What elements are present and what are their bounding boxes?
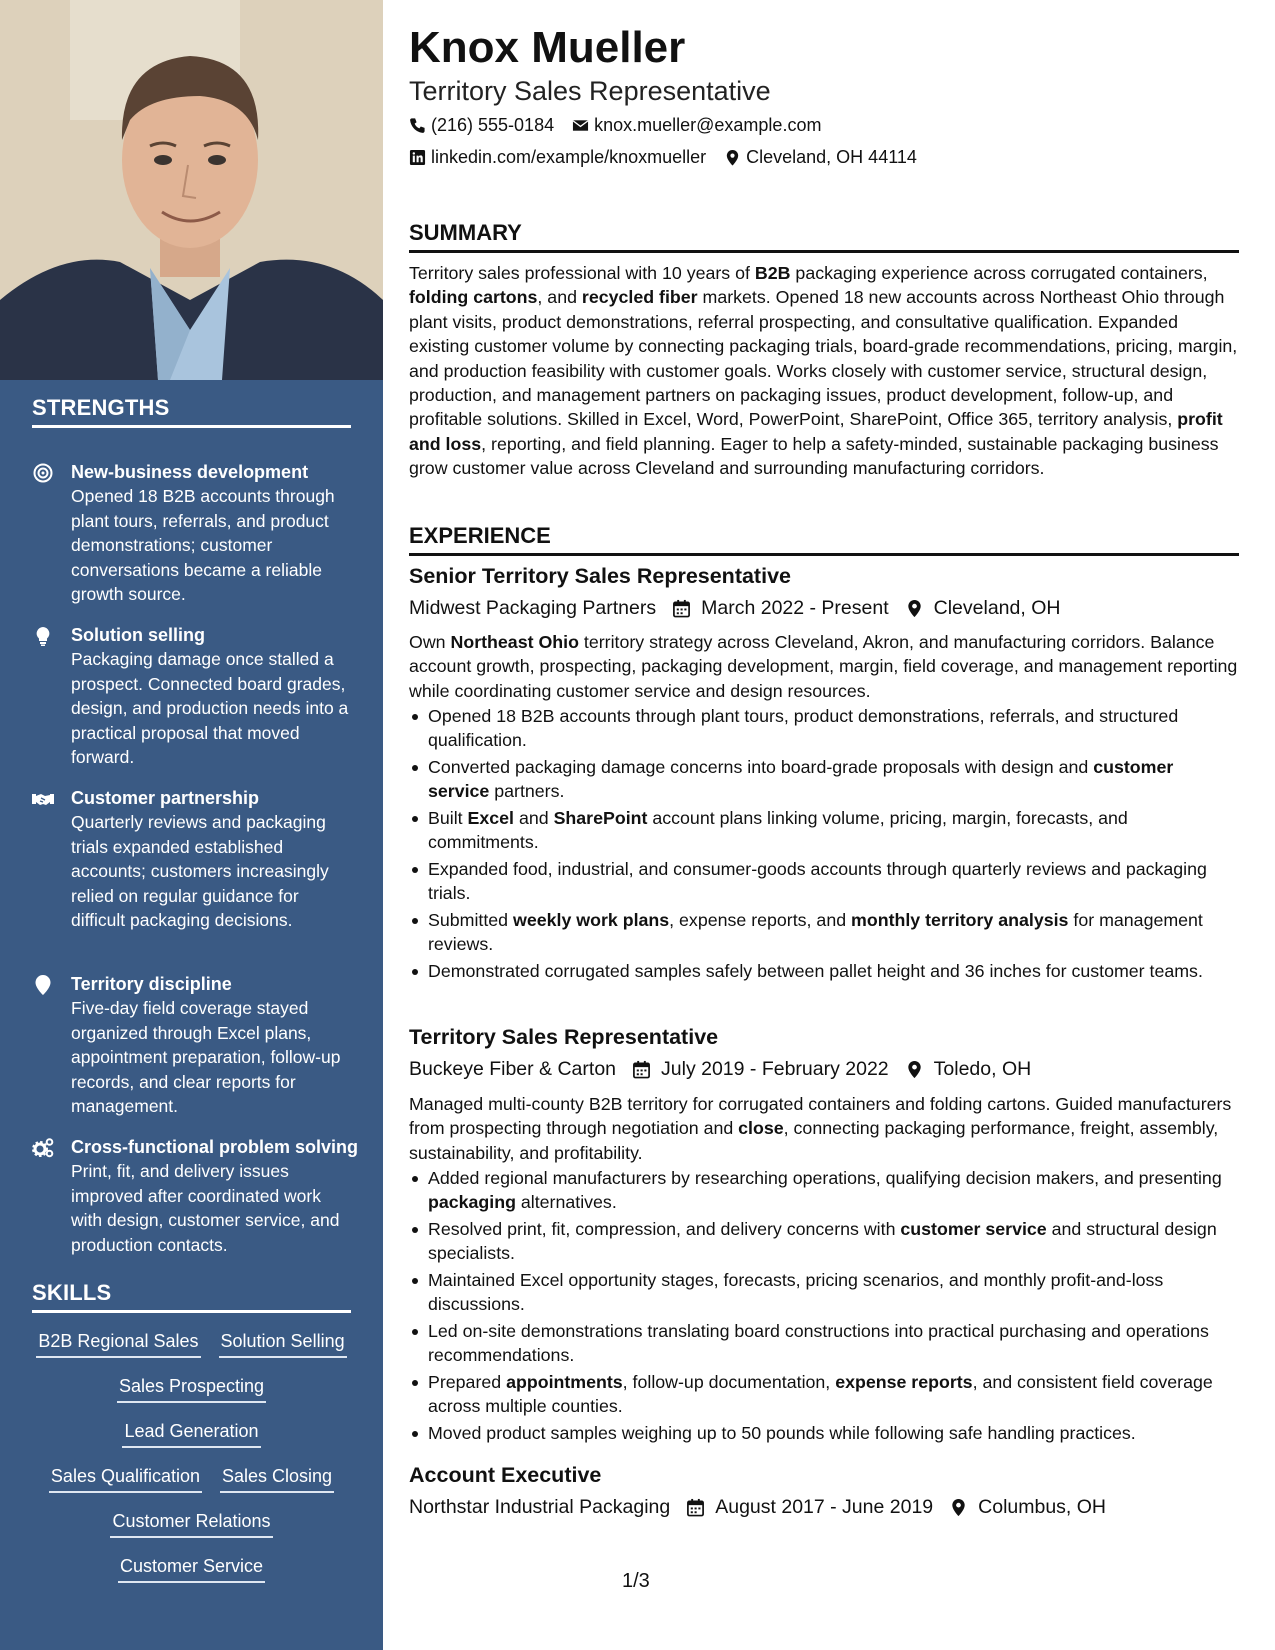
list-item: Prepared appointments, follow-up documentation, expense reports, and consistent field coverage across multiple counties.: [409, 1370, 1239, 1419]
experience-heading: EXPERIENCE: [409, 523, 1239, 556]
strength-title: New-business development: [71, 462, 309, 482]
envelope-icon: [572, 117, 589, 134]
page-indicator: 1/3: [622, 1570, 650, 1592]
calendar-icon: [632, 1060, 651, 1079]
strengths-heading: STRENGTHS: [32, 395, 351, 428]
lightbulb-icon: [32, 625, 54, 647]
skill-tag: Sales Qualification: [49, 1463, 202, 1493]
strength-description: Quarterly reviews and packaging trials expanded established accounts; customers increasingly relied on regular guidance for difficult packaging decisions.: [71, 812, 329, 930]
strength-description: Packaging damage once stalled a prospect. Connected board grades, design, and production needs into a practical proposal that moved forward.: [71, 649, 349, 767]
summary-text: Territory sales professional with 10 years of B2B packaging experience across corrugated containers, folding cartons, and recycled fiber markets. Opened 18 new accounts across Northeast Ohio through plant visits, product demonstrations, referral prospecting, and consultative qualification. Expanded existing customer volume by connecting packaging trials, board-grade recommendations, pricing, margin, and production feasibility with customer goals. Works closely with customer service, structural design, production, and management partners on packaging issues, product development, follow-up, and profitable solutions. Skilled in Excel, Word, PowerPoint, SharePoint, Office 365, territory analysis, profit and loss, reporting, and field planning. Eager to help a safety-minded, sustainable packaging business grow customer value across Cleveland and surrounding manufacturing corridors.: [409, 263, 1238, 479]
job-meta: [409, 1493, 1106, 1521]
summary-heading: SUMMARY: [409, 220, 1239, 253]
skills-list: [32, 1328, 351, 1598]
map-pin-icon: [32, 974, 54, 996]
job-description: Managed multi-county B2B territory for corrugated containers and folding cartons. Guided manufacturers from prospecting through negotiation and close, connecting packaging performance, freight, assembly, sustainability, and profitability.: [409, 1094, 1232, 1163]
skill-tag: Customer Relations: [110, 1508, 272, 1538]
phone-item: [409, 113, 554, 137]
job-location: Columbus, OH: [978, 1496, 1107, 1518]
list-item: Demonstrated corrugated samples safely between pallet height and 36 inches for customer teams.: [409, 959, 1239, 983]
strength-title: Solution selling: [71, 625, 205, 645]
email-item[interactable]: [572, 113, 821, 137]
map-pin-icon: [949, 1498, 968, 1517]
job-title: Senior Territory Sales Representative: [409, 564, 791, 588]
job-dates: July 2019 - February 2022: [661, 1058, 889, 1080]
strength-description: Print, fit, and delivery issues improved after coordinated work with design, customer service, and production contacts.: [71, 1161, 340, 1255]
list-item: Submitted weekly work plans, expense reports, and monthly territory analysis for management reviews.: [409, 908, 1239, 957]
job-bullets: [409, 704, 1239, 986]
map-pin-icon: [905, 599, 924, 618]
list-item: Resolved print, fit, compression, and delivery concerns with customer service and structural design specialists.: [409, 1217, 1239, 1266]
map-pin-icon: [905, 1060, 924, 1079]
linkedin-item[interactable]: [409, 145, 706, 169]
strength-title: Cross-functional problem solving: [71, 1137, 359, 1157]
skill-tag: Sales Prospecting: [117, 1373, 266, 1403]
list-item: Converted packaging damage concerns into board-grade proposals with design and customer service partners.: [409, 755, 1239, 804]
handshake-icon: [32, 788, 54, 810]
list-item: Moved product samples weighing up to 50 pounds while following safe handling practices.: [409, 1421, 1239, 1445]
location-item: [724, 145, 917, 169]
strength-description: Opened 18 B2B accounts through plant tours, referrals, and product demonstrations; customer conversations became a reliable growth source.: [71, 486, 335, 604]
job-dates: August 2017 - June 2019: [715, 1496, 934, 1518]
job-company: Northstar Industrial Packaging: [409, 1496, 671, 1518]
skill-tag: B2B Regional Sales: [36, 1328, 200, 1358]
location-text: Cleveland, OH 44114: [746, 147, 917, 167]
skill-tag: Lead Generation: [122, 1418, 260, 1448]
gears-icon: [32, 1137, 54, 1159]
candidate-name: Knox Mueller: [409, 23, 686, 72]
phone-text: (216) 555-0184: [431, 115, 555, 135]
job-company: Midwest Packaging Partners: [409, 597, 657, 619]
map-pin-icon: [724, 149, 741, 166]
list-item: Opened 18 B2B accounts through plant tours, product demonstrations, referrals, and structured qualification.: [409, 704, 1239, 753]
skill-tag: Sales Closing: [220, 1463, 334, 1493]
job-title: Territory Sales Representative: [409, 1025, 719, 1049]
job-meta: [409, 1055, 1031, 1083]
job-meta: [409, 594, 1060, 622]
skill-tag: Solution Selling: [219, 1328, 347, 1358]
strength-title: Customer partnership: [71, 788, 260, 808]
list-item: Built Excel and SharePoint account plans linking volume, pricing, margin, forecasts, and commitments.: [409, 806, 1239, 855]
candidate-role: Territory Sales Representative: [409, 76, 771, 106]
strength-title: Territory discipline: [71, 974, 232, 994]
list-item: Maintained Excel opportunity stages, forecasts, pricing scenarios, and monthly profit-and-loss discussions.: [409, 1268, 1239, 1317]
list-item: Added regional manufacturers by researching operations, qualifying decision makers, and presenting packaging alternatives.: [409, 1166, 1239, 1215]
contact-row: [409, 113, 821, 137]
skill-tag: Customer Service: [118, 1553, 265, 1583]
skills-heading: SKILLS: [32, 1280, 351, 1313]
list-item: Expanded food, industrial, and consumer-goods accounts through quarterly reviews and packaging trials.: [409, 857, 1239, 906]
calendar-icon: [672, 599, 691, 618]
profile-photo: [0, 0, 383, 380]
linkedin-link[interactable]: linkedin.com/example/knoxmueller: [431, 147, 707, 167]
job-location: Toledo, OH: [933, 1058, 1032, 1080]
calendar-icon: [686, 1498, 705, 1517]
job-location: Cleveland, OH: [933, 597, 1061, 619]
target-icon: [32, 462, 54, 484]
job-description: Own Northeast Ohio territory strategy across Cleveland, Akron, and manufacturing corridors. Balance account growth, prospecting, packaging development, margin, field coverage, and management reporting while coordinating customer service and design resources.: [409, 632, 1238, 701]
contact-row: [409, 145, 917, 169]
job-dates: March 2022 - Present: [701, 597, 889, 619]
job-company: Buckeye Fiber & Carton: [409, 1058, 617, 1080]
list-item: Led on-site demonstrations translating board constructions into practical purchasing and operations recommendations.: [409, 1319, 1239, 1368]
linkedin-icon: [409, 149, 426, 166]
job-title: Account Executive: [409, 1463, 602, 1487]
job-bullets: [409, 1166, 1239, 1448]
strength-description: Five-day field coverage stayed organized through Excel plans, appointment preparation, follow-up records, and clear reports for management.: [71, 998, 341, 1116]
phone-icon: [409, 117, 426, 134]
email-link[interactable]: knox.mueller@example.com: [594, 115, 822, 135]
